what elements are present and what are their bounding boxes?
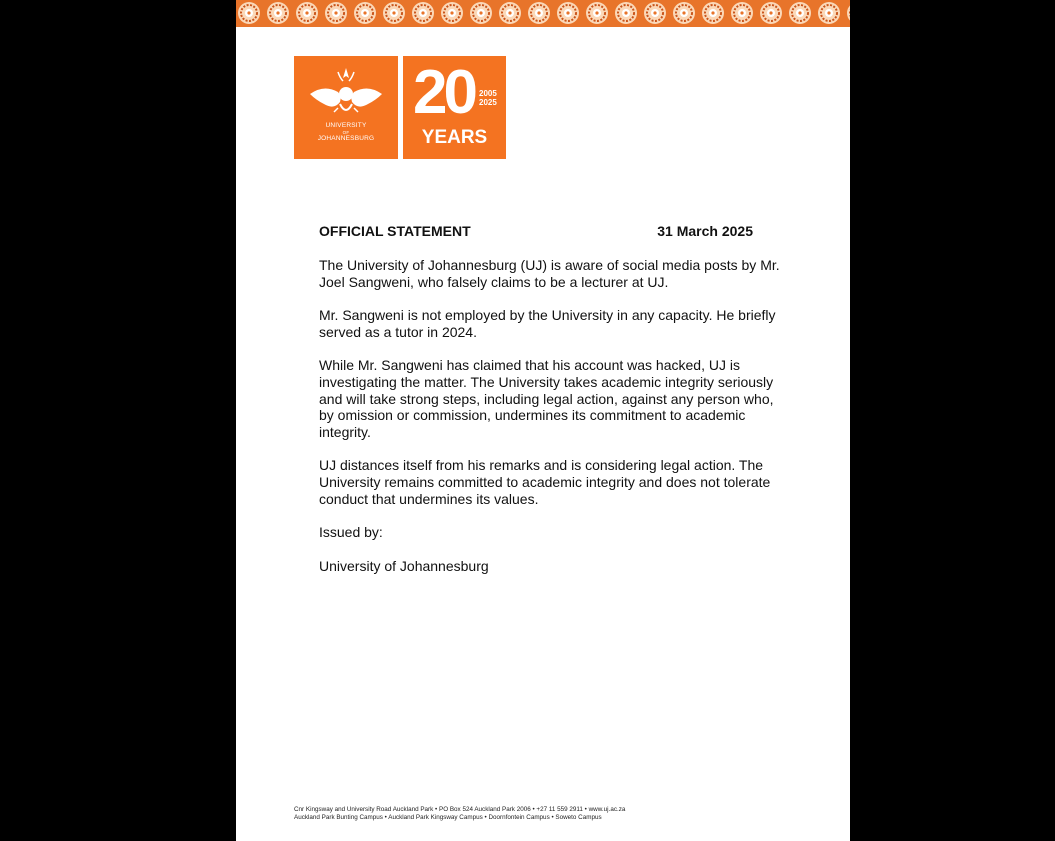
letterhead-footer [294,806,814,822]
border-motif [499,2,521,24]
statement-paragraph: The University of Johannesburg (UJ) is aware of social media posts by Mr. Joel Sangweni, who falsely claims to be a lecturer at UJ. [319,257,780,290]
border-motif [441,2,463,24]
twenty-years-end: 2025 [479,98,497,107]
border-motif [644,2,666,24]
statement-paragraph: While Mr. Sangweni has claimed that his account was hacked, UJ is investigating the matter. The University takes academic integrity seriously and will take strong steps, including legal action, against any person who, by omission or commission, undermines its commitment to academic integrity. [319,357,774,440]
twenty-years-number: 20 [413,58,474,127]
border-motif [673,2,695,24]
border-motif [412,2,434,24]
twenty-years-start: 2005 [479,89,497,98]
statement-paragraph: Mr. Sangweni is not employed by the University in any capacity. He briefly served as a tutor in 2024. [319,307,776,340]
twenty-years-logo [403,56,506,159]
issuer-name: University of Johannesburg [319,557,489,574]
border-motif [731,2,753,24]
border-motif [267,2,289,24]
issued-by-label: Issued by: [319,524,383,541]
uj-logo-line2: OF [342,130,350,135]
uj-logo [294,56,398,159]
uj-logo-line1: UNIVERSITY [325,122,367,129]
statement-paragraph: UJ distances itself from his remarks and is considering legal action. The University remains committed to academic integrity and does not tolerate conduct that undermines its values. [319,457,771,507]
border-motif [847,2,850,24]
border-motif [325,2,347,24]
uj-logo-line3: JOHANNESBURG [317,135,375,142]
border-motif [818,2,840,24]
statement-heading [319,223,753,239]
border-motif [238,2,260,24]
border-motif [470,2,492,24]
border-motif [557,2,579,24]
decorative-border-pattern [236,0,850,27]
decorative-border [236,0,850,27]
border-motif [383,2,405,24]
border-motif [354,2,376,24]
border-motif [586,2,608,24]
statement-body [319,257,789,591]
border-motif [702,2,724,24]
border-motif [615,2,637,24]
border-motif [528,2,550,24]
border-motif [296,2,318,24]
twenty-years-label: YEARS [421,127,488,148]
footer-address-line: Cnr Kingsway and University Road Auckland Park • PO Box 524 Auckland Park 2006 • +27 11 559 2911 • www.uj.ac.za [294,806,626,813]
border-motif [760,2,782,24]
bird-emblem-icon [294,64,398,124]
statement-title: OFFICIAL STATEMENT [319,223,471,239]
footer-campus-line: Auckland Park Bunting Campus • Auckland Park Kingsway Campus • Doornfontein Campus • Soweto Campus [294,814,602,821]
border-motif [789,2,811,24]
statement-date: 31 March 2025 [657,223,753,239]
letter-page [236,0,850,841]
